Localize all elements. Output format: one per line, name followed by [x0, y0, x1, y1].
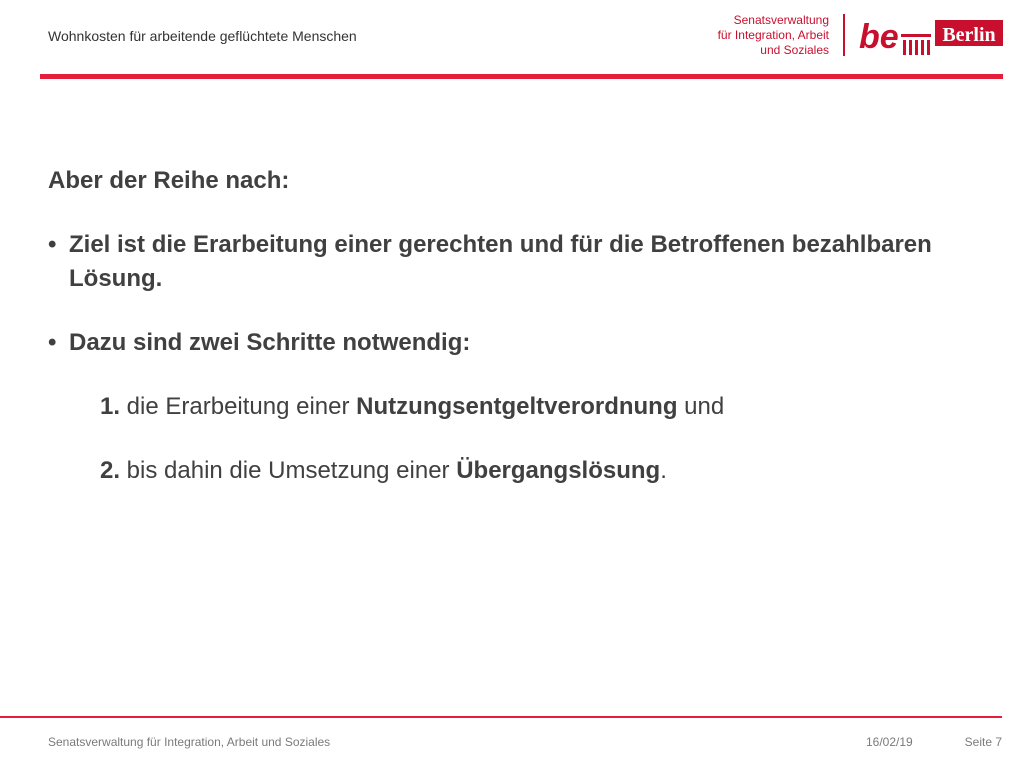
header-rule: [40, 74, 1003, 79]
slide-content: [48, 164, 988, 488]
step-number: 2.: [100, 457, 121, 484]
step-bold-text: Nutzungsentgeltverordnung: [356, 393, 678, 420]
logo-line-3: und Soziales: [760, 43, 829, 57]
header-title: Wohnkosten für arbeitende geflüchtete Menschen: [48, 28, 357, 44]
step-text-after: und: [677, 393, 725, 420]
bullet-item: [48, 228, 988, 296]
step-text-after: .: [660, 457, 667, 484]
brandenburg-gate-icon: [901, 34, 931, 55]
logo-berlin: Berlin: [942, 24, 996, 46]
step-text: bis dahin die Umsetzung einer: [120, 457, 457, 484]
footer-rule: [0, 716, 1002, 718]
step-bold-text: Übergangslösung: [456, 457, 661, 484]
logo-text: [718, 13, 829, 58]
bullet-dot: •: [48, 231, 57, 258]
bullet-text: Dazu sind zwei Schritte notwendig:: [69, 329, 471, 356]
logo-be: be: [859, 18, 899, 56]
berlin-logo-icon: [857, 14, 1005, 58]
logo-line-2: für Integration, Arbeit: [717, 28, 829, 42]
step-number: 1.: [100, 393, 121, 420]
step-item: [100, 454, 988, 488]
footer-organization: Senatsverwaltung für Integration, Arbeit und Soziales: [48, 735, 331, 749]
logo-line-1: Senatsverwaltung: [733, 13, 829, 27]
logo-divider: [843, 14, 845, 56]
bullet-text: Ziel ist die Erarbeitung einer gerechten und für die Betroffenen bezahlbaren Lösung.: [69, 231, 932, 292]
step-text: die Erarbeitung einer: [120, 393, 357, 420]
footer-page-number: Seite 7: [964, 735, 1002, 749]
bullet-dot: •: [48, 329, 57, 356]
footer-date: 16/02/19: [866, 735, 913, 749]
step-item: [100, 390, 988, 424]
bullet-item: [48, 326, 988, 360]
slide-heading: Aber der Reihe nach:: [48, 167, 290, 194]
